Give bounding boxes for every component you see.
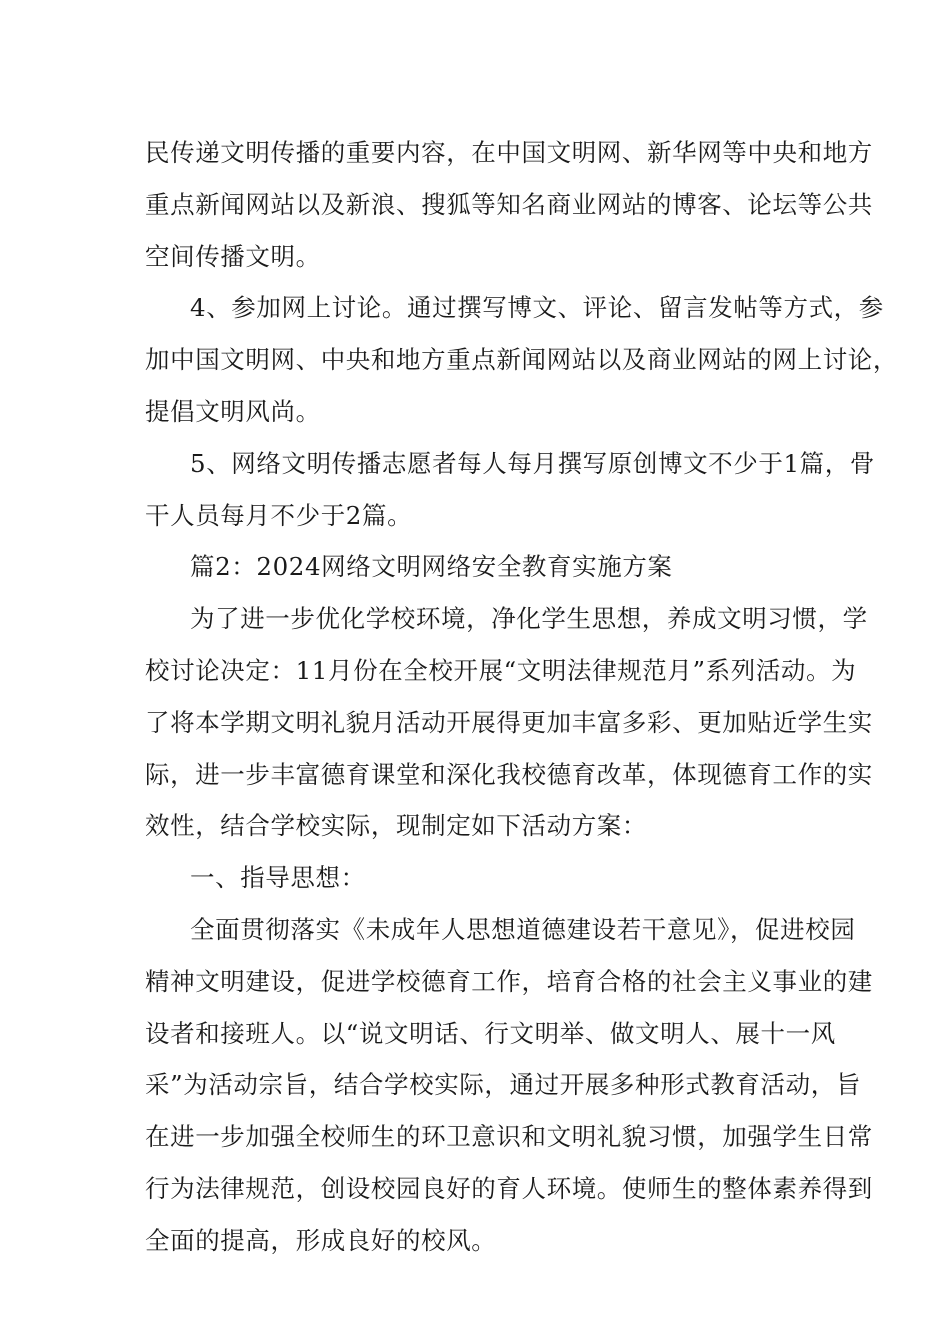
- section-heading: 篇2：2024网络文明网络安全教育实施方案: [190, 552, 673, 582]
- text-line: 5、网络文明传播志愿者每人每月撰写原创博文不少于1篇，骨: [190, 448, 875, 478]
- text-line: 效性，结合学校实际，现制定如下活动方案：: [145, 811, 647, 841]
- text-line: 采”为活动宗旨，结合学校实际，通过开展多种形式教育活动，旨: [145, 1070, 861, 1100]
- text-line: 际，进一步丰富德育课堂和深化我校德育改革，体现德育工作的实: [145, 759, 873, 789]
- text-line: 空间传播文明。: [145, 241, 321, 271]
- text-line: 4、参加网上讨论。通过撰写博文、评论、留言发帖等方式，参: [190, 293, 884, 323]
- text-line: 提倡文明风尚。: [145, 397, 321, 426]
- text-line: 全面的提高，形成良好的校风。: [145, 1225, 497, 1255]
- text-line: 重点新闻网站以及新浪、搜狐等知名商业网站的博客、论坛等公共: [145, 189, 873, 219]
- text-line: 为了进一步优化学校环境，净化学生思想，养成文明习惯，学: [190, 604, 868, 634]
- text-line: 行为法律规范，创设校园良好的育人环境。使师生的整体素养得到: [145, 1174, 873, 1203]
- text-line: 民传递文明传播的重要内容，在中国文明网、新华网等中央和地方: [145, 138, 873, 167]
- text-line: 在进一步加强全校师生的环卫意识和文明礼貌习惯，加强学生日常: [145, 1122, 873, 1152]
- text-line: 了将本学期文明礼貌月活动开展得更加丰富多彩、更加贴近学生实: [145, 707, 873, 737]
- text-line: 全面贯彻落实《未成年人思想道德建设若干意见》，促进校园: [190, 915, 856, 944]
- text-line: 校讨论决定：11月份在全校开展“文明法律规范月”系列活动。为: [145, 656, 857, 685]
- text-line: 加中国文明网、中央和地方重点新闻网站以及商业网站的网上讨论，: [145, 345, 898, 375]
- text-line: 精神文明建设，促进学校德育工作，培育合格的社会主义事业的建: [145, 966, 873, 996]
- text-line: 设者和接班人。以“说文明话、行文明举、做文明人、展十一风: [145, 1018, 836, 1048]
- subsection-heading: 一、指导思想：: [190, 863, 366, 893]
- text-line: 干人员每月不少于2篇。: [145, 500, 413, 530]
